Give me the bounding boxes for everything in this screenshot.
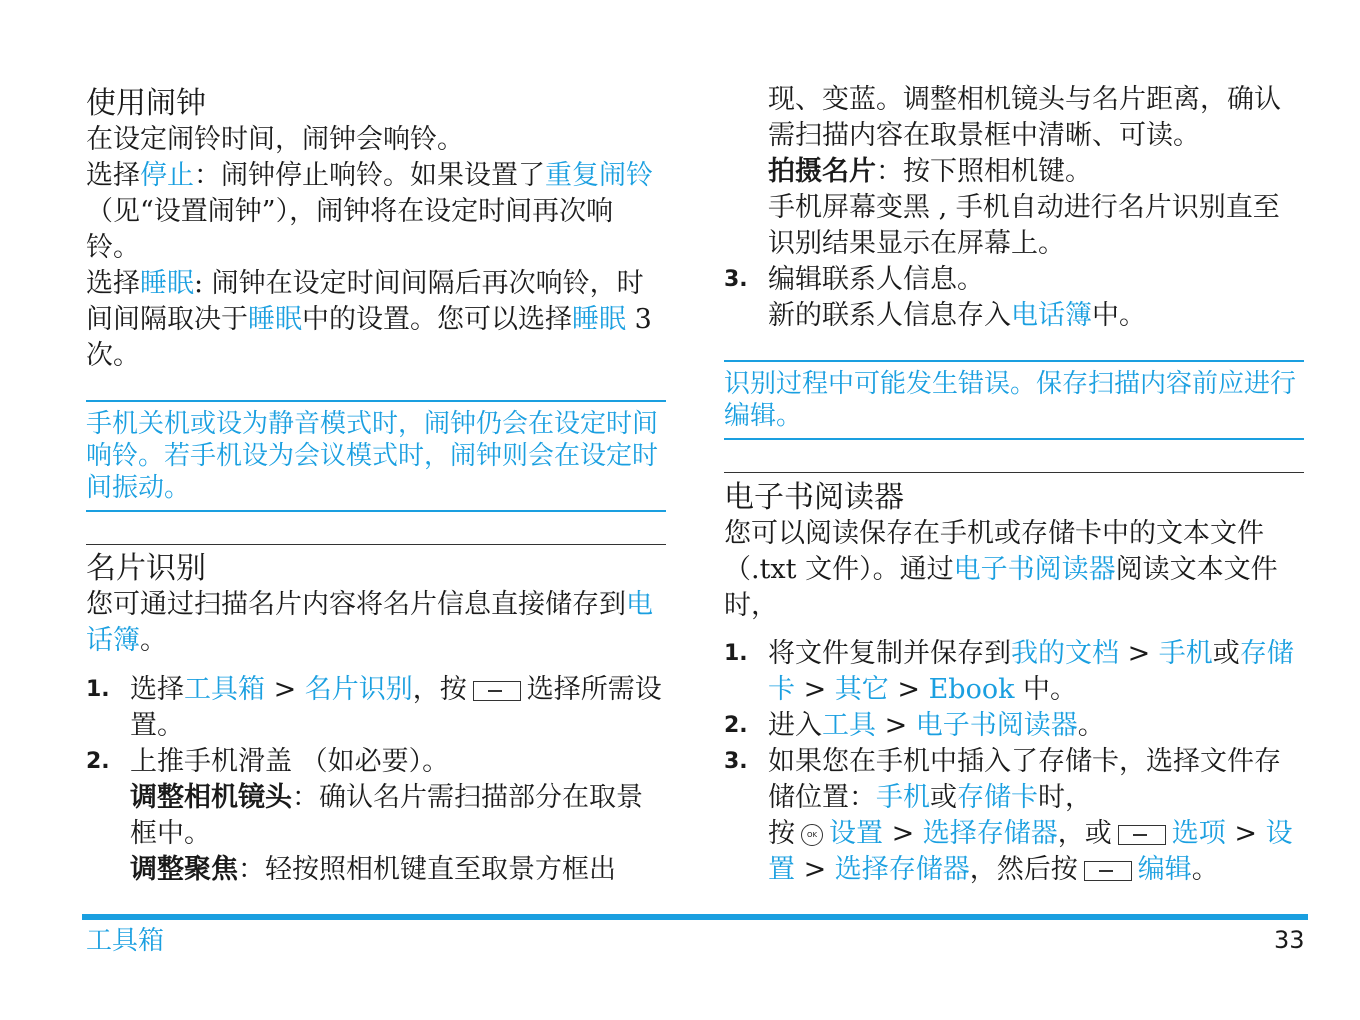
select-storage-menu: 选择存储器	[922, 818, 1058, 849]
card-heading: 名片识别	[86, 551, 206, 586]
ebook-heading: 电子书阅读器	[724, 480, 904, 515]
my-docs-menu: 我的文档	[1011, 638, 1119, 669]
settings-menu-2: 设置	[768, 818, 1293, 885]
ebook-intro: 您可以阅读保存在手机或存储卡中的文本文件（.txt 文件）。通过电子书阅读器阅读文本文件时，	[724, 518, 1278, 621]
card-step-3: 3. 编辑联系人信息。 新的联系人信息存入电话簿中。	[724, 264, 1146, 331]
tools-menu: 工具	[822, 710, 876, 741]
page-number: 33	[1274, 926, 1305, 954]
phonebook-link-2: 电话簿	[1011, 300, 1092, 331]
sleep-option-3: 睡眠	[572, 304, 626, 335]
ebook-reader-link: 电子书阅读器	[953, 554, 1116, 585]
ebook-reader-menu: 电子书阅读器	[915, 710, 1078, 741]
card-step-2: 2. 上推手机滑盖 （如必要）。 调整相机镜头：确认名片需扫描部分在取景框中。 调整聚焦：轻按照相机键直至取景方框出	[86, 746, 643, 885]
phonebook-link: 电话簿	[86, 589, 653, 656]
other-menu: 其它	[834, 674, 889, 705]
ebook-step-2: 2. 进入工具 > 电子书阅读器。	[724, 710, 1105, 741]
sleep-option: 睡眠	[140, 268, 194, 299]
stop-option: 停止	[140, 160, 194, 191]
toolbox-menu: 工具箱	[184, 674, 265, 705]
card-scan-menu: 名片识别	[304, 674, 413, 705]
card-step-1: 1. 选择工具箱 > 名片识别，按 选择所需设置。	[86, 674, 662, 741]
card-intro: 您可通过扫描名片内容将名片信息直接储存到电话簿。	[86, 589, 653, 656]
memory-card-menu: 存储卡	[768, 638, 1294, 705]
phone-option: 手机	[876, 782, 930, 813]
alarm-paragraph-3: 选择睡眠: 闹钟在设定时间间隔后再次响铃，时间间隔取决于睡眠中的设置。您可以选择睡眠 3 次。	[86, 268, 652, 371]
softkey-icon-2	[1118, 825, 1166, 845]
ok-key-icon: OK	[801, 824, 823, 846]
alarm-paragraph-2: 选择停止：闹钟停止响铃。如果设置了重复闹铃（见“设置闹钟”），闹钟将在设定时间再次响铃。	[86, 160, 653, 263]
settings-menu: 设置	[829, 818, 883, 849]
ebook-step-3: 3. 如果您在手机中插入了存储卡，选择文件存储位置：手机或存储卡时， 按 OK 设置 > 选择存储器，或 选项 > 设置 > 选择存储器，然后按 编辑。	[724, 746, 1293, 885]
footer-section-title: 工具箱	[86, 926, 165, 956]
softkey-icon-3	[1084, 861, 1132, 881]
ebook-folder: Ebook	[928, 674, 1015, 705]
footer-bar	[82, 914, 1308, 920]
alarm-note: 手机关机或设为静音模式时，闹钟仍会在设定时间响铃。若手机设为会议模式时，闹钟则会在设定时间振动。	[86, 400, 666, 512]
section-divider-2	[724, 472, 1304, 473]
memory-card-option: 存储卡	[957, 782, 1038, 813]
sleep-option-2: 睡眠	[248, 304, 302, 335]
alarm-paragraph-1: 在设定闹铃时间，闹钟会响铃。	[86, 124, 464, 155]
repeat-alarm-option: 重复闹铃	[545, 160, 653, 191]
softkey-icon	[473, 681, 521, 701]
alarm-heading: 使用闹钟	[86, 86, 206, 121]
edit-option: 编辑	[1137, 854, 1192, 885]
options-menu: 选项	[1171, 818, 1226, 849]
card-step-2-continued: 现、变蓝。调整相机镜头与名片距离，确认需扫描内容在取景框中清晰、可读。 拍摄名片：按下照相机键。 手机屏幕变黑 , 手机自动进行名片识别直至识别结果显示在屏幕上。	[768, 84, 1281, 259]
ebook-step-1: 1. 将文件复制并保存到我的文档 > 手机或存储卡 > 其它 > Ebook 中。	[724, 638, 1294, 705]
section-divider	[86, 544, 666, 545]
phone-menu: 手机	[1158, 638, 1213, 669]
card-note: 识别过程中可能发生错误。保存扫描内容前应进行编辑。	[724, 360, 1304, 440]
select-storage-menu-2: 选择存储器	[834, 854, 970, 885]
